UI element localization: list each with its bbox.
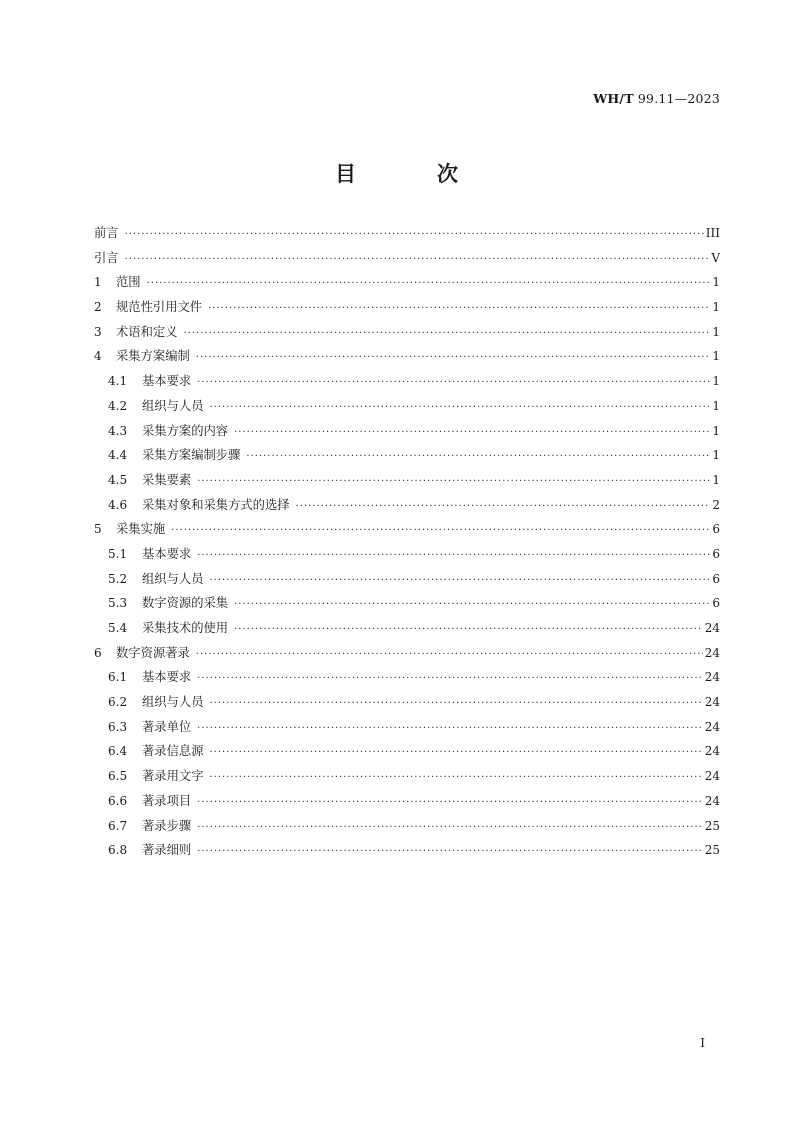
toc-entry-page: V (711, 250, 720, 265)
toc-entry[interactable] (94, 542, 720, 567)
toc-entry-page: 6 (712, 596, 720, 611)
toc-entry-page: 24 (704, 695, 720, 710)
toc-entry-number: 2 (94, 300, 102, 315)
toc-entry-number: 4.2 (108, 398, 128, 413)
toc-entry-label: 前言 (94, 226, 119, 240)
toc-leader-dots (210, 766, 703, 791)
toc-entry-label: 采集技术的使用 (142, 621, 229, 635)
toc-entry-page: 24 (704, 769, 720, 784)
toc-entry-number: 5 (94, 522, 102, 537)
toc-entry-number: 6 (94, 645, 102, 660)
toc-entry-number: 6.2 (108, 695, 128, 710)
toc-entry[interactable] (94, 616, 720, 641)
toc-entry-label: 组织与人员 (142, 398, 204, 413)
toc-entry-label: 著录步骤 (142, 818, 192, 833)
toc-entry-number: 5.2 (108, 571, 128, 586)
toc-entry[interactable] (94, 443, 720, 468)
toc-entry-page: 6 (712, 546, 720, 561)
toc-entry-page: 1 (712, 374, 720, 389)
toc-entry-page: 24 (704, 793, 720, 808)
toc-entry[interactable] (94, 493, 720, 518)
toc-entry-number: 4.5 (108, 472, 128, 487)
toc-entry-number: 5.3 (108, 596, 128, 611)
toc-entry[interactable] (94, 517, 720, 542)
toc-leader-dots (197, 470, 710, 495)
toc-entry[interactable] (94, 838, 720, 863)
toc-entry[interactable] (94, 246, 720, 271)
toc-entry-label: 采集实施 (116, 522, 166, 537)
toc-entry-page: 24 (704, 621, 720, 635)
toc-leader-dots (197, 840, 703, 865)
toc-leader-dots (210, 692, 703, 717)
toc-entry-number: 4 (94, 349, 102, 364)
toc-entry-label: 规范性引用文件 (116, 300, 203, 315)
toc-leader-dots (210, 396, 711, 421)
toc-entry[interactable] (94, 419, 720, 444)
toc-leader-dots (184, 322, 711, 347)
toc-entry[interactable] (94, 344, 720, 369)
toc-entry-label: 采集对象和采集方式的选择 (142, 497, 290, 512)
toc-entry-number: 6.4 (108, 744, 128, 759)
toc-entry-page: 2 (712, 497, 720, 512)
toc-entry-number: 4.1 (108, 374, 128, 389)
toc-entry-page: 1 (712, 423, 720, 438)
toc-leader-dots (196, 346, 711, 371)
toc-entry[interactable] (94, 591, 720, 616)
toc-entry-page: 6 (712, 571, 720, 586)
toc-entry[interactable] (94, 394, 720, 419)
toc-entry-page: 1 (712, 398, 720, 413)
toc-entry-number: 4.4 (108, 448, 128, 463)
toc-entry-page: 1 (712, 472, 720, 487)
toc-leader-dots (246, 445, 710, 470)
toc-entry[interactable] (94, 715, 720, 740)
toc-leader-dots (210, 569, 711, 594)
toc-entry[interactable] (94, 690, 720, 715)
toc-entry-number: 4.3 (108, 423, 128, 438)
toc-leader-dots (171, 519, 710, 544)
toc-entry-page: 25 (704, 818, 720, 833)
toc-leader-dots (196, 643, 703, 668)
toc-entry-label: 术语和定义 (116, 324, 178, 339)
toc-entry-number: 6.1 (108, 670, 128, 685)
toc-entry[interactable] (94, 320, 720, 345)
toc-entry-page: 1 (712, 349, 720, 364)
toc-leader-dots (296, 495, 711, 520)
toc-entry-label: 著录信息源 (142, 744, 204, 759)
table-of-contents (94, 221, 720, 863)
toc-entry-label: 采集方案编制步骤 (142, 448, 241, 463)
toc-entry-page: 6 (712, 522, 720, 537)
toc-entry-label: 著录细则 (142, 843, 192, 858)
toc-entry-page: 1 (712, 448, 720, 463)
toc-entry[interactable] (94, 641, 720, 666)
toc-entry-page: 24 (704, 645, 720, 660)
toc-entry-label: 采集要素 (142, 472, 192, 487)
toc-entry[interactable] (94, 295, 720, 320)
toc-entry-label: 采集方案的内容 (142, 423, 229, 438)
toc-entry-number: 6.6 (108, 793, 128, 808)
toc-entry-label: 数字资源著录 (116, 645, 190, 660)
toc-entry[interactable] (94, 567, 720, 592)
toc-leader-dots (208, 297, 710, 322)
toc-entry-label: 著录项目 (142, 793, 192, 808)
toc-entry-number: 6.3 (108, 719, 128, 734)
toc-entry-page: 1 (712, 275, 720, 290)
toc-entry-label: 基本要求 (142, 546, 192, 561)
toc-leader-dots (197, 816, 703, 841)
standard-number: 99.11—2023 (637, 91, 720, 106)
toc-leader-dots (197, 371, 710, 396)
toc-entry-label: 著录单位 (142, 719, 192, 734)
toc-entry[interactable] (94, 468, 720, 493)
toc-entry-label: 引言 (94, 250, 119, 265)
toc-entry-number: 6.5 (108, 769, 128, 784)
toc-leader-dots (125, 248, 710, 273)
standard-code: WH/T (593, 91, 634, 106)
toc-entry-number: 5.4 (108, 621, 128, 635)
toc-entry-number: 5.1 (108, 546, 128, 561)
toc-entry-label: 基本要求 (142, 374, 192, 389)
toc-entry[interactable] (94, 665, 720, 690)
toc-entry-label: 数字资源的采集 (142, 596, 229, 611)
standard-header (593, 91, 720, 106)
toc-entry-label: 基本要求 (142, 670, 192, 685)
toc-entry[interactable] (94, 739, 720, 764)
toc-entry-label: 采集方案编制 (116, 349, 190, 364)
toc-entry-label: 范围 (116, 275, 141, 290)
toc-entry[interactable] (94, 764, 720, 789)
toc-entry-page: III (705, 226, 720, 240)
toc-leader-dots (234, 618, 703, 643)
toc-leader-dots (210, 741, 703, 766)
toc-leader-dots (147, 272, 711, 297)
toc-entry[interactable] (94, 221, 720, 246)
toc-entry-label: 组织与人员 (142, 695, 204, 710)
toc-leader-dots (197, 667, 703, 692)
page-title: 目 次 (335, 162, 488, 186)
toc-entry-page: 24 (704, 744, 720, 759)
toc-entry-label: 著录用文字 (142, 769, 204, 784)
page-number: I (700, 1036, 705, 1050)
toc-entry-page: 24 (704, 719, 720, 734)
toc-entry-number: 6.8 (108, 843, 128, 858)
toc-entry-number: 1 (94, 275, 102, 290)
toc-entry[interactable] (94, 270, 720, 295)
toc-entry-number: 6.7 (108, 818, 128, 833)
toc-leader-dots (197, 544, 710, 569)
toc-entry-number: 3 (94, 324, 102, 339)
toc-leader-dots (234, 593, 710, 618)
toc-leader-dots (197, 717, 703, 742)
toc-entry-page: 25 (704, 843, 720, 858)
toc-entry-page: 24 (704, 670, 720, 685)
toc-leader-dots (125, 223, 704, 248)
toc-leader-dots (197, 791, 703, 816)
toc-entry-page: 1 (712, 300, 720, 315)
toc-entry[interactable] (94, 814, 720, 839)
toc-entry-page: 1 (712, 324, 720, 339)
toc-entry[interactable] (94, 369, 720, 394)
toc-entry-number: 4.6 (108, 497, 128, 512)
toc-entry-label: 组织与人员 (142, 571, 204, 586)
toc-leader-dots (234, 421, 710, 446)
toc-entry[interactable] (94, 789, 720, 814)
